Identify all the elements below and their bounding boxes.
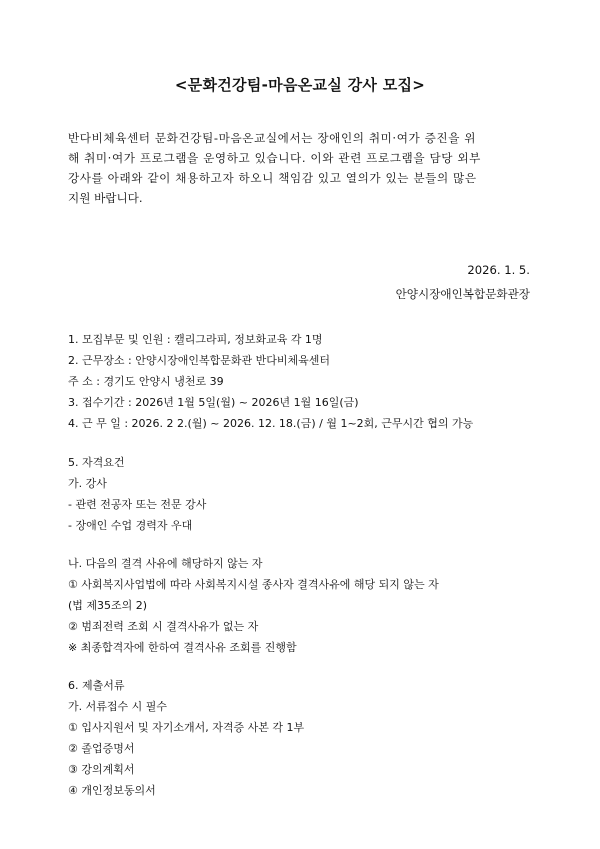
- document-item: ① 입사지원서 및 자기소개서, 자격증 사본 각 1부: [68, 721, 305, 734]
- disqualification-remark: ※ 최종합격자에 한하여 결격사유 조회를 진행함: [68, 641, 297, 654]
- disqualification-heading: 나. 다음의 결격 사유에 해당하지 않는 자: [68, 557, 263, 570]
- workplace-line: 2. 근무장소 : 안양시장애인복합문화관 반다비체육센터: [68, 354, 330, 367]
- application-period-line: 3. 접수기간 : 2026년 1월 5일(월) ~ 2026년 1월 16일(금): [68, 396, 359, 409]
- intro-line: 해 취미·여가 프로그램을 운영하고 있습니다. 이와 관련 프로그램을 담당 외부: [68, 151, 481, 165]
- qualifications-subheading: 가. 강사: [68, 477, 107, 490]
- qualification-item: - 관련 전공자 또는 전문 강사: [68, 498, 207, 511]
- notice-date: 2026. 1. 5.: [467, 263, 530, 277]
- document-title: <문화건강팀-마음온교실 강사 모집>: [174, 76, 426, 94]
- document-item: ② 졸업증명서: [68, 742, 135, 755]
- intro-line: 강사를 아래와 같이 채용하고자 하오니 책임감 있고 열의가 있는 분들의 많은: [68, 171, 477, 185]
- disqualification-note: (법 제35조의 2): [68, 599, 148, 612]
- intro-line: 반다비체육센터 문화건강팀-마음온교실에서는 장애인의 취미·여가 증진을 위: [68, 131, 477, 145]
- documents-heading: 6. 제출서류: [68, 679, 125, 692]
- document-item: ③ 강의계획서: [68, 763, 135, 776]
- recruitment-field-line: 1. 모집부문 및 인원 : 캘리그라피, 정보화교육 각 1명: [68, 333, 323, 346]
- qualification-item: - 장애인 수업 경력자 우대: [68, 519, 193, 532]
- issuing-organization: 안양시장애인복합문화관장: [395, 287, 530, 301]
- disqualification-item: ① 사회복지사업법에 따라 사회복지시설 종사자 결격사유에 해당 되지 않는 자: [68, 578, 439, 591]
- qualifications-heading: 5. 자격요건: [68, 456, 125, 469]
- intro-paragraph: [68, 128, 534, 208]
- address-line: 주 소 : 경기도 안양시 냉천로 39: [68, 375, 224, 388]
- work-period-line: 4. 근 무 일 : 2026. 2 2.(월) ~ 2026. 12. 18.(금) / 월 1~2회, 근무시간 협의 가능: [68, 417, 474, 430]
- documents-subheading: 가. 서류접수 시 필수: [68, 700, 167, 713]
- disqualification-item: ② 범죄전력 조회 시 결격사유가 없는 자: [68, 620, 259, 633]
- document-item: ④ 개인정보동의서: [68, 784, 156, 797]
- intro-line: 지원 바랍니다.: [68, 191, 143, 205]
